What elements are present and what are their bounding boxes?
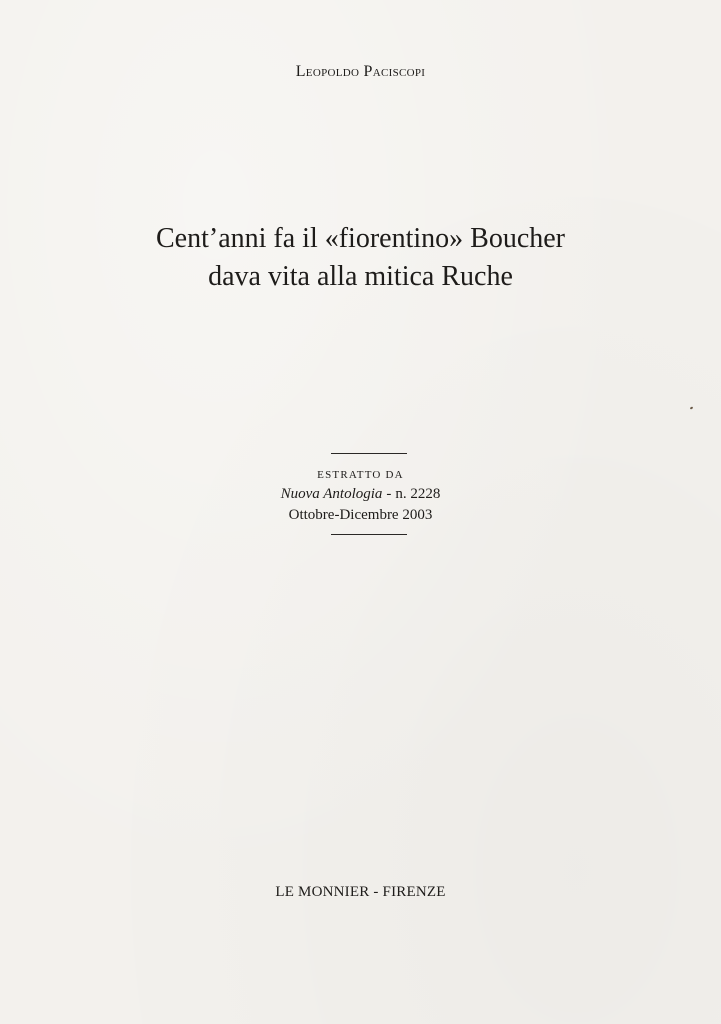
issue-separator: - — [386, 486, 392, 502]
title-line-2: dava vita alla mitica Ruche — [208, 261, 513, 292]
paper-speck — [690, 406, 694, 409]
publisher-line: LE MONNIER - FIRENZE — [275, 884, 446, 900]
extract-label: ESTRATTO DA — [317, 469, 404, 481]
publication-period: Ottobre-Dicembre 2003 — [288, 507, 433, 523]
extract-info — [0, 466, 721, 526]
divider-top — [331, 453, 407, 454]
document-title — [0, 220, 721, 296]
title-line-1: Cent’anni fa il «fiorentino» Boucher — [156, 223, 565, 254]
journal-name: Nuova Antologia — [280, 486, 383, 502]
journal-line — [0, 484, 721, 505]
divider-bottom — [331, 534, 407, 535]
issue-number: n. 2228 — [395, 486, 441, 502]
author-name: Leopoldo Paciscopi — [295, 63, 426, 80]
